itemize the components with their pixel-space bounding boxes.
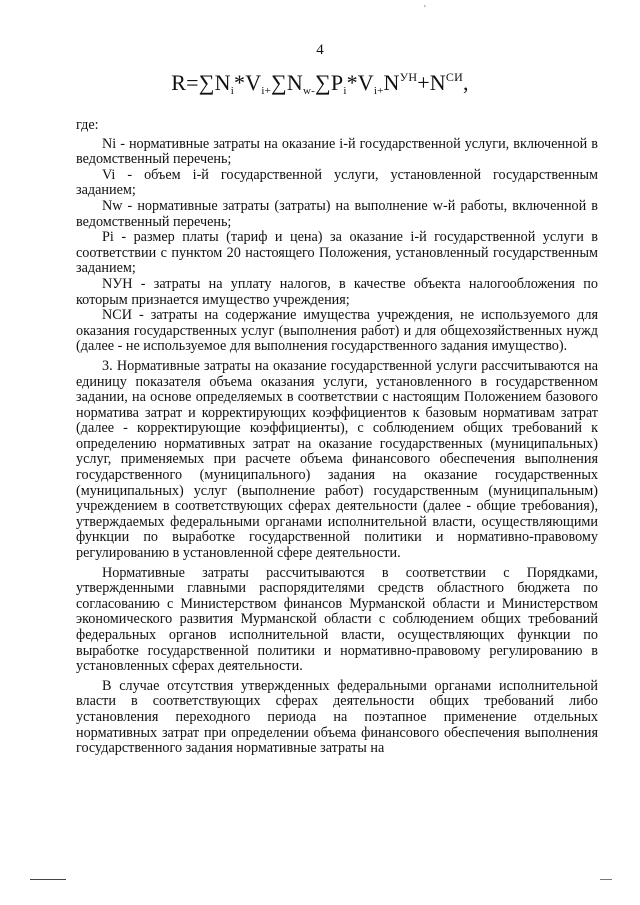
formula-part: +N — [417, 70, 446, 95]
paragraph: 3. Нормативные затраты на оказание государственной услуги рассчитываются на единицу показателя объема оказания услуги, установленного в государственном задании, на основе определяемых в соответствии с настоящим Положением базового норматива затрат и корректирующих коэффициентов к базовым нормативам затрат (далее - корректирующие коэффициенты), с соблюдением общих требований к определению нормативных затрат на оказание государственных (муниципальных) услуг, применяемых при расчете объема финансового обеспечения выполнения государственного (муниципального) задания на оказание государственных (муниципальных) услуг (выполнение работ) государственным (муниципальным) учреждением в соответствующих сферах деятельности (далее - общие требования), утверждаемых федеральными органами исполнительной власти, осуществляющими функции по выработке государственной политики и нормативно-правовому регулированию в установленной сфере деятельности. — [76, 357, 598, 562]
formula-part: ∑P — [314, 70, 344, 95]
paragraph: Нормативные затраты рассчитываются в соответствии с Порядками, утвержденными главными распорядителями средств областного бюджета по согласованию с Министерством финансов Мурманской области и Министерством экономического развития Мурманской области с соблюдением общих требований федеральных органов исполнительной власти, осуществляющих функции по выработке государственной политики и нормативно-правовому регулированию в установленных сферах деятельности. — [76, 564, 598, 675]
formula — [0, 70, 640, 97]
definition-item: NСИ - затраты на содержание имущества учреждения, не используемого для оказания государственных услуг (выполнения работ) и для общехозяйственных нужд (далее - не используемое для выполнения государственного задания имущество). — [76, 307, 598, 355]
formula-part: *V — [346, 70, 374, 95]
formula-part: R=∑N — [171, 70, 231, 95]
page-number: 4 — [316, 42, 324, 58]
definition-item: Pi - размер платы (тариф и цена) за оказание i-й государственной услуги в соответствии с пунктом 20 настоящего Положения, установленный государственным заданием; — [76, 229, 598, 277]
formula-part: N — [383, 70, 400, 95]
definition-item: Ni - нормативные затраты на оказание i-й государственной услуги, включенной в ведомственный перечень; — [76, 135, 598, 168]
body-text — [76, 118, 598, 757]
formula-sup: УН — [399, 70, 418, 84]
formula-part: *V — [234, 70, 262, 95]
formula-sub: i+ — [373, 85, 384, 97]
formula-sub: i — [230, 85, 235, 97]
formula-sub: i — [343, 85, 347, 97]
definition-item: Nw - нормативные затраты (затраты) на выполнение w-й работы, включенной в ведомственный перечень; — [76, 197, 598, 230]
scan-edge-line — [30, 879, 66, 880]
formula-part: , — [462, 70, 469, 95]
intro-line: где: — [76, 117, 99, 133]
formula-sub: w- — [302, 85, 315, 97]
definitions-list — [76, 137, 598, 355]
formula-sub: i+ — [261, 85, 271, 97]
definition-item: Vi - объем i-й государственной услуги, установленной государственным заданием; — [76, 166, 598, 199]
formula-part: ∑N — [270, 70, 303, 95]
paragraph: В случае отсутствия утвержденных федеральными органами исполнительной власти в соответствующих сферах деятельности общих требований либо установления переходного периода на поэтапное применение отдельных нормативных затрат при определении объема финансового обеспечения выполнения государственного задания нормативные затраты на — [76, 677, 598, 757]
scan-mark: ' — [424, 4, 426, 15]
formula-sup: СИ — [445, 70, 463, 84]
scan-edge-line — [600, 879, 612, 880]
definition-item: NУН - затраты на уплату налогов, в качестве объекта налогообложения по которым признается имущество учреждения; — [76, 275, 598, 308]
